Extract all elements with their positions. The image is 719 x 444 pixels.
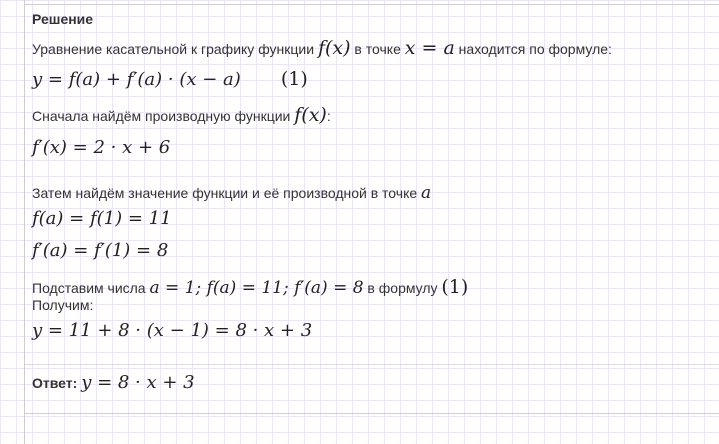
top-divider bbox=[25, 4, 719, 5]
tangent-intro-text: Уравнение касательной к графику функции bbox=[32, 41, 318, 57]
into-formula-text: в формулу bbox=[363, 280, 442, 296]
point-equation: x = a bbox=[404, 37, 455, 59]
function-value: f(a) = f(1) = 11 bbox=[32, 208, 172, 229]
substitution-line bbox=[32, 276, 468, 299]
answer-expression: y = 8 · x + 3 bbox=[81, 372, 195, 393]
derivative-value: f′(a) = f′(1) = 8 bbox=[32, 240, 169, 261]
solution-heading: Решение bbox=[32, 11, 94, 27]
result-expression: y = 11 + 8 · (x − 1) = 8 · x + 3 bbox=[32, 320, 313, 341]
point-symbol: a bbox=[421, 183, 432, 203]
derivative-intro-line bbox=[32, 104, 331, 127]
at-point-text: в точке bbox=[350, 41, 405, 57]
solution-panel bbox=[24, 0, 719, 444]
tangent-formula: y = f(a) + f′(a) · (x − a) bbox=[32, 69, 241, 90]
substitution-values: a = 1; f(a) = 11; f′(a) = 8 bbox=[149, 278, 364, 298]
colon-text: : bbox=[326, 108, 331, 124]
derivative-value-line bbox=[32, 240, 168, 262]
formula-intro-text: находится по формуле: bbox=[454, 41, 612, 57]
tangent-intro-line bbox=[32, 37, 612, 60]
derivative-expression: f′(x) = 2 · x + 6 bbox=[32, 137, 171, 158]
evaluate-intro-text: Затем найдём значение функции и её производной в точке bbox=[32, 185, 422, 201]
answer-divider bbox=[25, 364, 719, 365]
tangent-formula-line bbox=[32, 68, 308, 91]
bottom-divider bbox=[25, 413, 719, 414]
function-value-line bbox=[32, 208, 172, 230]
result-line bbox=[32, 320, 312, 342]
function-symbol: f(x) bbox=[317, 37, 351, 59]
result-intro-line bbox=[32, 294, 93, 316]
answer-line bbox=[32, 372, 195, 394]
substitution-text: Подставим числа bbox=[32, 280, 150, 296]
function-symbol-2: f(x) bbox=[294, 104, 327, 126]
result-intro-text: Получим: bbox=[32, 297, 94, 313]
formula-reference: (1) bbox=[441, 276, 469, 298]
derivative-intro-text: Сначала найдём производную функции bbox=[32, 108, 295, 124]
derivative-line bbox=[32, 137, 170, 159]
formula-number: (1) bbox=[280, 68, 308, 90]
answer-label: Ответ: bbox=[32, 375, 78, 391]
evaluate-intro-line bbox=[32, 182, 431, 204]
